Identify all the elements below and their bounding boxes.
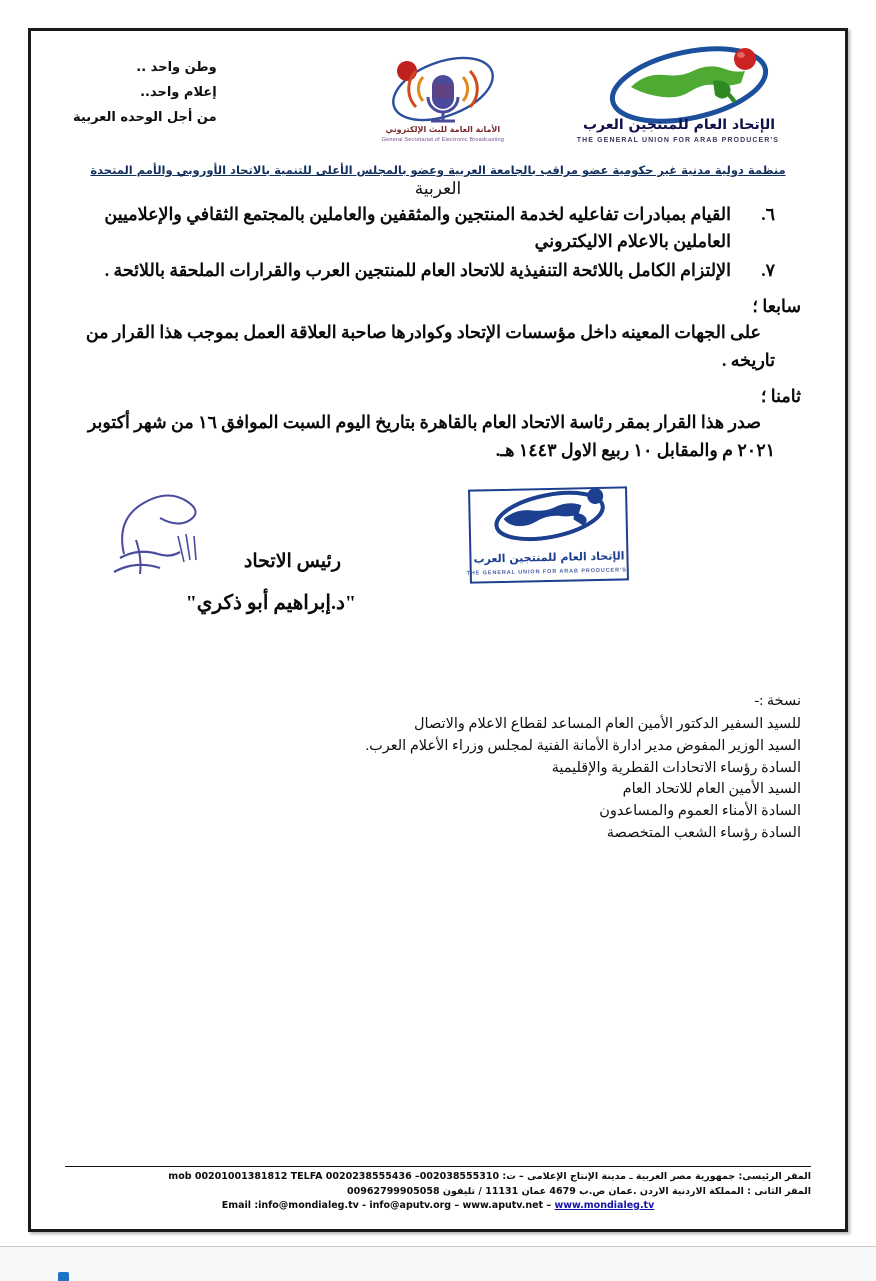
footer-address-secondary: المقر الثانى : المملكة الاردنية الاردن .عمان ص.ب 4679 عمان 11131 / تليفون 00962799905058 <box>347 1185 811 1197</box>
union-logo-caption-ar: الإتحاد العام للمنتجين العرب <box>582 117 776 133</box>
union-logo <box>576 45 789 157</box>
copies-recipient: السادة رؤساء الشعب المتخصصة <box>606 824 801 841</box>
organization-subtitle-second-line: العربية <box>414 179 462 198</box>
microphone-broadcast-icon <box>368 49 518 129</box>
slogan-line-2: إعلام واحد.. <box>140 84 217 100</box>
union-logo-badge <box>589 45 789 123</box>
footer-divider <box>65 1166 811 1167</box>
numbered-item <box>65 257 811 284</box>
letterhead <box>65 41 811 159</box>
official-seal <box>468 487 629 584</box>
copies-recipient: للسيد السفير الدكتور الأمين العام المساعد لقطاع الاعلام والاتصال <box>414 716 801 733</box>
footer-contact <box>65 1199 811 1213</box>
page-footer <box>65 1166 811 1213</box>
broadcast-logo-caption-ar: الأمانة العامة للبث الإلكتروني <box>385 125 501 134</box>
footer-website-link[interactable]: www.mondialeg.tv <box>554 1199 655 1211</box>
copies-recipient: السادة الأمناء العموم والمساعدون <box>599 803 801 820</box>
numbered-item-text: القيام بمبادرات تفاعليه لخدمة المنتجين والمثقفين والعاملين بالمجتمع الثقافي والإعلاميين العاملين بالاعلام الاليكتروني <box>104 204 731 252</box>
copies-recipient: السيد الأمين العام للاتحاد العام <box>622 781 801 798</box>
copies-heading: نسخة :- <box>754 693 801 710</box>
section-text-seventh <box>65 318 811 374</box>
signature-title: رئيس الاتحاد <box>243 551 341 573</box>
numbered-item-number: ٦. <box>761 204 775 224</box>
broadcast-logo-caption-en: General Secretariat of Electronic Broadcasting <box>381 137 504 143</box>
handwritten-signature-icon <box>106 480 226 590</box>
organization-subtitle: منظمة دولية مدنية غير حكومية عضو مراقب بالجامعة العربية وعضو بالمجلس الأعلى للتنمية بالاتحاد الأوروبي والأمم المتحدة <box>90 163 786 177</box>
slogan-line-1: وطن واحد .. <box>136 60 217 75</box>
copies-distribution-list <box>65 691 811 844</box>
document-page <box>28 28 848 1232</box>
copies-recipient: السادة رؤساء الاتحادات القطرية والإقليمية <box>551 759 801 776</box>
viewer-background-strip <box>0 1246 876 1281</box>
document-body <box>65 201 811 464</box>
numbered-item-text: الإلتزام الكامل باللائحة التنفيذية للاتحاد العام للمنتجين العرب والقرارات الملحقة باللائحة . <box>104 260 731 281</box>
copies-recipient: السيد الوزير المفوض مدير ادارة الأمانة الفنية لمجلس وزراء الأعلام العرب. <box>365 737 801 754</box>
union-logo-caption-en: THE GENERAL UNION FOR ARAB PRODUCER'S <box>576 137 779 144</box>
slogan-line-3: من أجل الوحده العربية <box>73 109 217 125</box>
footer-contact-text: Email :info@mondialeg.tv - info@aputv.org – www.aputv.net – <box>221 1199 555 1211</box>
signature-block <box>65 480 811 665</box>
section-text-eighth <box>65 408 811 464</box>
arab-producers-globe-icon <box>589 45 789 125</box>
numbered-item-number: ٧. <box>761 260 775 281</box>
seal-caption-ar: الإتحاد العام للمنتجين العرب <box>473 549 625 566</box>
footer-address-primary: المقر الرئيسى: جمهورية مصر العربية ـ مدينة الإنتاج الإعلامى – ت: 002038555310– mob 00201001381812 TELFA 0020238555436 <box>168 1171 811 1183</box>
numbered-item <box>65 201 811 255</box>
broadcast-logo <box>368 49 518 161</box>
section-label-seventh: سابعا ؛ <box>752 296 801 317</box>
signature-name: "د.إبراهيم أبو ذكري" <box>185 592 356 615</box>
section-text-seventh-value: على الجهات المعينه داخل مؤسسات الإتحاد وكوادرها صاحبة العلاقة العمل بموجب هذا القرار من تاريخه . <box>85 322 775 371</box>
union-stamp-seal-icon <box>473 489 626 548</box>
page-content <box>31 31 845 1229</box>
section-label-eighth: ثامنا ؛ <box>760 386 801 407</box>
slogan-block <box>65 41 217 131</box>
seal-caption-en: THE GENERAL UNION FOR ARAB PRODUCER'S <box>466 567 627 578</box>
section-text-eighth-value: صدر هذا القرار بمقر رئاسة الاتحاد العام بالقاهرة بتاريخ اليوم السبت الموافق ١٦ من شهر أكتوبر ٢٠٢١ م والمقابل ١٠ ربيع الاول ١٤٤٣ هـ. <box>87 412 775 461</box>
